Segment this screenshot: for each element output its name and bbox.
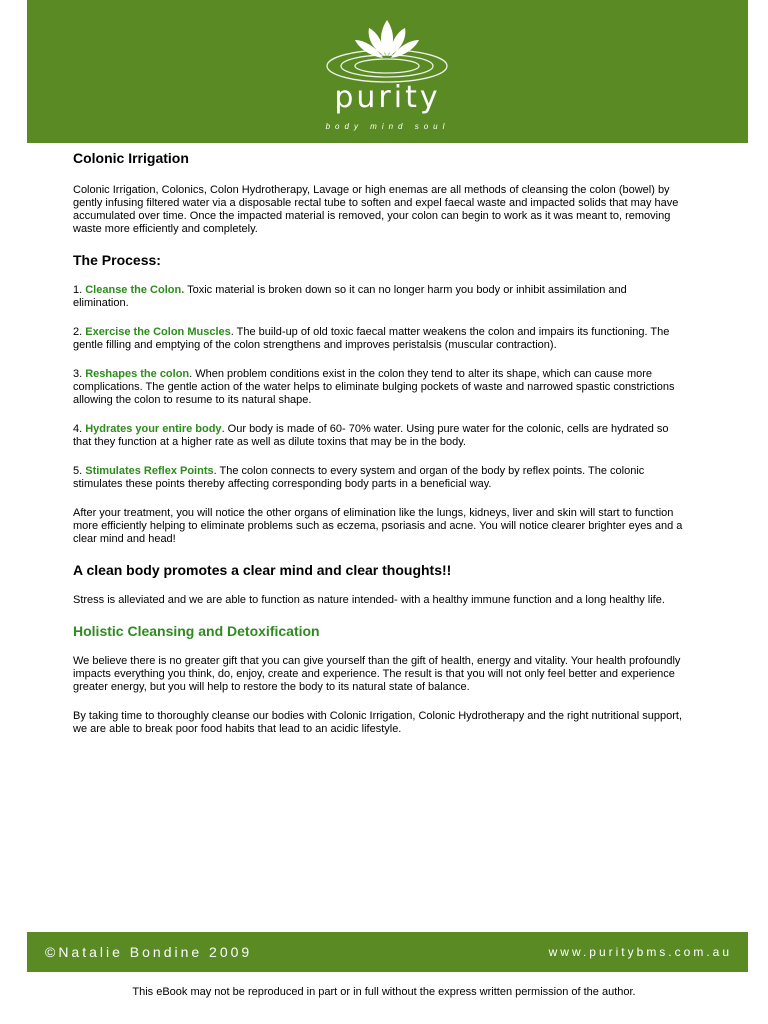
- process-step-4: 4. Hydrates your entire body. Our body is made of 60- 70% water. Using pure water for the colonic, cells are hydrated so that they function at a higher rate as well as dilute toxins that may be in the body.: [73, 423, 669, 448]
- copyright-notice: This eBook may not be reproduced in part or in full without the express written permission of the author.: [132, 986, 636, 998]
- article-body: [73, 150, 683, 736]
- header-banner: [27, 0, 748, 143]
- paragraph-after-treatment: After your treatment, you will notice the other organs of elimination like the lungs, kidneys, liver and skin will start to function more efficiently helping to eliminate problems such as eczema, psoriasis and acne. You will notice clearer brighter eyes and a clear mind and head!: [73, 507, 683, 545]
- copyright-text: ©Natalie Bondine 2009: [45, 944, 253, 960]
- heading-colonic-irrigation: Colonic Irrigation: [73, 150, 189, 166]
- paragraph-taking-time: By taking time to thoroughly cleanse our bodies with Colonic Irrigation, Colonic Hydrotherapy and the right nutritional support, we are able to break poor food habits that lead to an acidic lifestyle.: [73, 710, 682, 735]
- heading-holistic-cleansing: Holistic Cleansing and Detoxification: [73, 623, 320, 639]
- paragraph-intro: Colonic Irrigation, Colonics, Colon Hydrotherapy, Lavage or high enemas are all methods of cleansing the colon (bowel) by gently infusing filtered water via a disposable rectal tube to soften and expel faecal waste and impacted solids that may have accumulated over time. Once the impacted material is removed, your colon can begin to work as it was meant to, removing waste more efficiently and completely.: [73, 184, 679, 235]
- heading-the-process: The Process:: [73, 252, 161, 268]
- step-label: Cleanse the Colon.: [85, 284, 185, 296]
- step-label: Hydrates your entire body: [85, 423, 222, 435]
- brand-tagline: body mind soul: [325, 122, 450, 131]
- footer-banner: [27, 932, 748, 972]
- paragraph-stress: Stress is alleviated and we are able to function as nature intended- with a healthy immune function and a long healthy life.: [73, 594, 665, 606]
- step-label: Stimulates Reflex Points: [85, 465, 214, 477]
- paragraph-gift: We believe there is no greater gift that you can give yourself than the gift of health, energy and vitality. Your health profoundly impacts everything you think, do, enjoy, create and experience. The result is that you will not only feel better and experience greater energy, but you will help to restore the body to its natural state of balance.: [73, 655, 681, 693]
- brand-name: purity: [334, 80, 441, 115]
- step-label: Exercise the Colon Muscles: [85, 326, 231, 338]
- process-step-1: 1. Cleanse the Colon. Toxic material is broken down so it can no longer harm you body or inhibit assimilation and elimination.: [73, 284, 627, 309]
- process-step-2: 2. Exercise the Colon Muscles. The build-up of old toxic faecal matter weakens the colon and impairs its functioning. The gentle filling and emptying of the colon strengthens and improves peristalsis (muscular contraction).: [73, 326, 670, 351]
- process-step-5: 5. Stimulates Reflex Points. The colon connects to every system and organ of the body by reflex points. The colonic stimulates these points thereby affecting corresponding body parts in a beneficial way.: [73, 465, 645, 490]
- heading-clean-body: A clean body promotes a clear mind and clear thoughts!!: [73, 562, 452, 578]
- lotus-logo-icon: [317, 16, 457, 86]
- process-step-3: 3. Reshapes the colon. When problem conditions exist in the colon they tend to alter its shape, which can cause more complications. The gentle action of the water helps to eliminate bulging pockets of waste and narrowed spastic constrictions allowing the colon to resume to its natural shape.: [73, 368, 675, 406]
- website-url: www.puritybms.com.au: [548, 945, 732, 959]
- step-label: Reshapes the colon: [85, 368, 190, 380]
